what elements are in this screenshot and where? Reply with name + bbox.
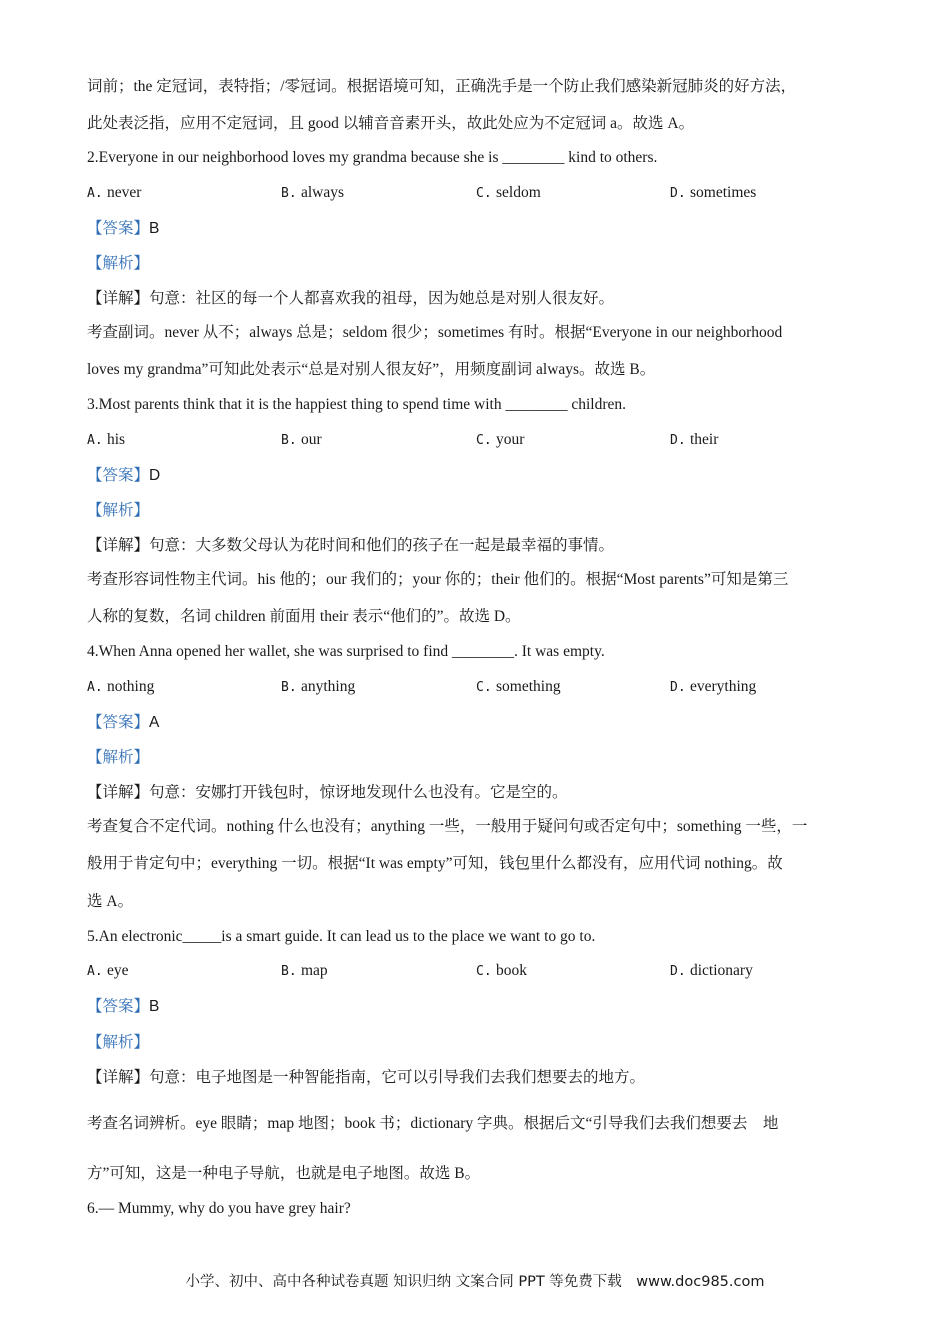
answer-label: 【答案】 [87,220,150,237]
option-a: A. never [87,184,142,201]
explanation-line: 考查名词辨析。eye 眼睛；map 地图；book 书；dictionary 字典。根据后文“引导我们去我们想要去 地 [87,1115,779,1132]
analysis-label: 【解析】 [87,749,150,766]
answer-line [87,997,159,1017]
answer-label: 【答案】 [87,467,150,484]
analysis-label: 【解析】 [87,1034,150,1051]
option-a: A. his [87,431,126,448]
option-b: B. anything [281,678,356,695]
option-a: A. nothing [87,678,155,695]
question-2-options [87,184,887,204]
analysis-label: 【解析】 [87,255,150,272]
option-d: D. everything [670,678,757,695]
answer-line [87,219,159,239]
explanation-line: loves my grandma”可知此处表示“总是对别人很友好”，用频度副词 always。故选 B。 [87,361,656,378]
question-5-stem: 5.An electronic_____is a smart guide. It can lead us to the place we want to go to. [87,928,596,945]
page-footer: 小学、初中、高中各种试卷真题 知识归纳 文案合同 PPT 等免费下载 www.doc985.com [185,1274,765,1290]
question-5-options [87,962,887,982]
option-b: B. map [281,962,328,979]
option-b: B. always [281,184,345,201]
explanation-line: 方”可知，这是一种电子导航，也就是电子地图。故选 B。 [87,1165,481,1182]
answer-value: B [149,998,160,1015]
option-c: C. seldom [476,184,541,201]
question-6-stem: 6.— Mummy, why do you have grey hair? [87,1200,351,1217]
intro-line-1: 词前；the 定冠词，表特指；/零冠词。根据语境可知，正确洗手是一个防止我们感染新冠肺炎的好方法， [87,78,797,95]
question-2-stem: 2.Everyone in our neighborhood loves my grandma because she is ________ kind to others. [87,149,658,166]
detail-line: 【详解】句意：社区的每一个人都喜欢我的祖母，因为她总是对别人很友好。 [87,290,615,307]
explanation-line: 人称的复数，名词 children 前面用 their 表示“他们的”。故选 D。 [87,608,521,625]
option-d: D. sometimes [670,184,757,201]
detail-label: 【详解】 [87,290,150,307]
detail-label: 【详解】 [87,1069,150,1086]
option-c: C. book [476,962,527,979]
detail-label: 【详解】 [87,537,150,554]
detail-line: 【详解】句意：安娜打开钱包时，惊讶地发现什么也没有。它是空的。 [87,784,568,801]
answer-value: A [149,714,160,731]
analysis-label: 【解析】 [87,502,150,519]
detail-line: 【详解】句意：电子地图是一种智能指南，它可以引导我们去我们想要去的地方。 [87,1069,646,1086]
option-c: C. your [476,431,525,448]
answer-line [87,466,160,486]
explanation-line: 考查副词。never 从不；always 总是；seldom 很少；sometimes 有时。根据“Everyone in our neighborhood [87,324,783,341]
option-a: A. eye [87,962,129,979]
explanation-line: 般用于肯定句中；everything 一切。根据“It was empty”可知，钱包里什么都没有，应用代词 nothing。故 [87,855,783,872]
question-3-stem: 3.Most parents think that it is the happiest thing to spend time with ________ children. [87,396,626,413]
answer-label: 【答案】 [87,714,150,731]
option-c: C. something [476,678,561,695]
detail-line: 【详解】句意：大多数父母认为花时间和他们的孩子在一起是最幸福的事情。 [87,537,615,554]
question-3-options [87,431,887,451]
explanation-line: 考查形容词性物主代词。his 他的；our 我们的；your 你的；their 他们的。根据“Most parents”可知是第三 [87,571,789,588]
answer-label: 【答案】 [87,998,150,1015]
answer-line [87,713,159,733]
answer-value: D [149,467,161,484]
option-d: D. their [670,431,719,448]
intro-line-2: 此处表泛指，应用不定冠词，且 good 以辅音音素开头，故此处应为不定冠词 a。故选 A。 [87,115,695,132]
explanation-line: 考查复合不定代词。nothing 什么也没有；anything 一些，一般用于疑问句或否定句中；something 一些，一 [87,818,808,835]
detail-label: 【详解】 [87,784,150,801]
explanation-line: 选 A。 [87,893,134,910]
question-4-options [87,678,887,698]
answer-value: B [149,220,160,237]
question-4-stem: 4.When Anna opened her wallet, she was surprised to find ________. It was empty. [87,643,605,660]
option-b: B. our [281,431,322,448]
option-d: D. dictionary [670,962,753,979]
